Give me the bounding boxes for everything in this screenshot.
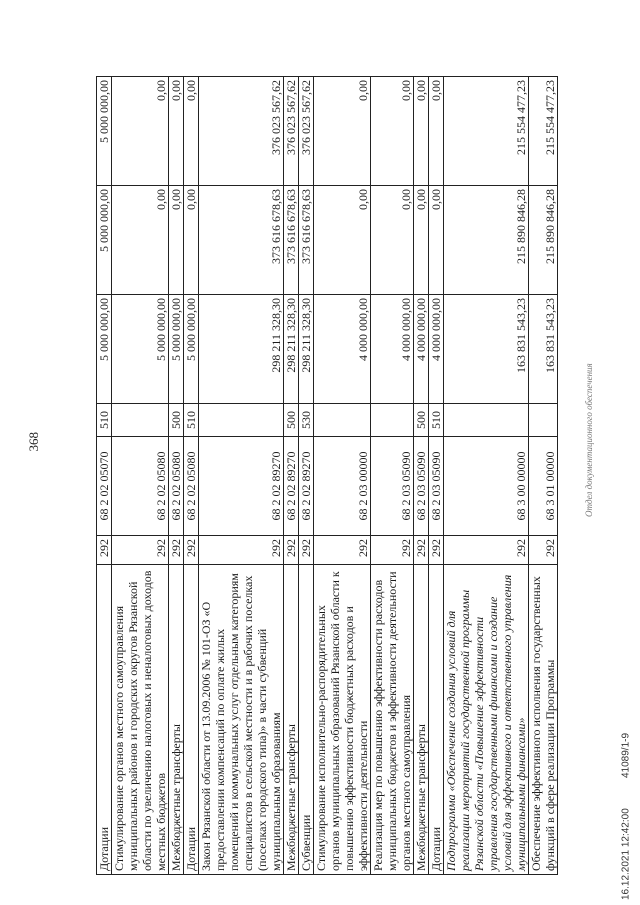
page-number: 368 [26, 432, 41, 452]
table-row [184, 77, 199, 875]
code-cell: 292 [314, 536, 371, 565]
footer-timestamp: 16.12.2021 12:42:00 [620, 808, 632, 900]
amount-2023-cell: 0,00 [112, 186, 169, 295]
kvr-cell [199, 404, 284, 437]
code-cell: 292 [444, 536, 529, 565]
table-row [371, 77, 414, 875]
amount-2024-cell: 0,00 [429, 77, 444, 186]
kvr-cell [112, 404, 169, 437]
amount-2022-cell: 5 000 000,00 [169, 295, 184, 404]
kcsr-cell: 68 2 02 89270 [199, 437, 284, 536]
amount-2022-cell: 4 000 000,00 [371, 295, 414, 404]
amount-2024-cell: 5 000 000,00 [97, 77, 112, 186]
amount-2023-cell: 0,00 [414, 186, 429, 295]
department-stamp: Отдел документационного обеспечения [584, 363, 594, 517]
kcsr-cell: 68 2 02 05080 [184, 437, 199, 536]
table-row [429, 77, 444, 875]
name-cell: Дотации [184, 565, 199, 875]
amount-2022-cell: 298 211 328,30 [284, 295, 299, 404]
amount-2024-cell: 0,00 [184, 77, 199, 186]
name-cell: Обеспечение эффективного исполнения государственных функций в сфере реализации Программы [529, 565, 558, 875]
amount-2022-cell: 163 831 543,23 [529, 295, 558, 404]
amount-2024-cell: 376 023 567,62 [199, 77, 284, 186]
amount-2024-cell: 0,00 [371, 77, 414, 186]
amount-2024-cell: 0,00 [314, 77, 371, 186]
table-row [529, 77, 558, 875]
table-row [314, 77, 371, 875]
code-cell: 292 [199, 536, 284, 565]
name-cell: Межбюджетные трансферты [169, 565, 184, 875]
kvr-cell: 500 [169, 404, 184, 437]
amount-2022-cell: 4 000 000,00 [414, 295, 429, 404]
kcsr-cell: 68 2 03 00000 [314, 437, 371, 536]
code-cell: 292 [414, 536, 429, 565]
budget-table [96, 76, 558, 875]
table-row [97, 77, 112, 875]
table-row [284, 77, 299, 875]
amount-2023-cell: 0,00 [429, 186, 444, 295]
kcsr-cell: 68 2 03 05090 [414, 437, 429, 536]
table-row [299, 77, 314, 875]
amount-2022-cell: 298 211 328,30 [199, 295, 284, 404]
code-cell: 292 [112, 536, 169, 565]
amount-2023-cell: 215 890 846,28 [529, 186, 558, 295]
code-cell: 292 [371, 536, 414, 565]
amount-2023-cell: 373 616 678,63 [299, 186, 314, 295]
amount-2024-cell: 215 554 477,23 [444, 77, 529, 186]
amount-2024-cell: 0,00 [414, 77, 429, 186]
kvr-cell: 530 [299, 404, 314, 437]
code-cell: 292 [284, 536, 299, 565]
kvr-cell [529, 404, 558, 437]
amount-2023-cell: 0,00 [314, 186, 371, 295]
table-row [169, 77, 184, 875]
kvr-cell: 500 [284, 404, 299, 437]
amount-2022-cell: 163 831 543,23 [444, 295, 529, 404]
name-cell: Подпрограмма «Обеспечение создания условий для реализации мероприятий государственной программы Рязанской области «Повышение эффективности управления государственными финансами и создание условий для эффективного и ответственного управления муниципальными финансами» [444, 565, 529, 875]
kvr-cell [314, 404, 371, 437]
amount-2023-cell: 215 890 846,28 [444, 186, 529, 295]
name-cell: Стимулирование исполнительно-распорядительных органов муниципальных образований Рязанской области к повышению эффективности бюджетных расходов и эффективности деятельности [314, 565, 371, 875]
kvr-cell: 510 [184, 404, 199, 437]
kvr-cell [444, 404, 529, 437]
amount-2023-cell: 373 616 678,63 [284, 186, 299, 295]
amount-2023-cell: 0,00 [371, 186, 414, 295]
amount-2022-cell: 5 000 000,00 [112, 295, 169, 404]
name-cell: Реализация мер по повышению эффективности расходов муниципальных бюджетов и эффективности деятельности органов местного самоуправления [371, 565, 414, 875]
name-cell: Закон Рязанской области от 13.09.2006 № 101-ОЗ «О предоставлении компенсаций по оплате жилых помещений и коммунальных услуг отдельным категориям специалистов в сельской местности и в рабочих поселках (поселках городского типа)» в части субвенций муниципальным образованиям [199, 565, 284, 875]
amount-2022-cell: 5 000 000,00 [184, 295, 199, 404]
name-cell: Субвенции [299, 565, 314, 875]
kcsr-cell: 68 2 02 05070 [97, 437, 112, 536]
name-cell: Межбюджетные трансферты [414, 565, 429, 875]
amount-2022-cell: 298 211 328,30 [299, 295, 314, 404]
name-cell: Дотации [97, 565, 112, 875]
code-cell: 292 [184, 536, 199, 565]
kvr-cell [371, 404, 414, 437]
amount-2024-cell: 0,00 [112, 77, 169, 186]
table-row [112, 77, 169, 875]
amount-2024-cell: 376 023 567,62 [284, 77, 299, 186]
kcsr-cell: 68 2 02 89270 [284, 437, 299, 536]
amount-2023-cell: 373 616 678,63 [199, 186, 284, 295]
code-cell: 292 [169, 536, 184, 565]
name-cell: Межбюджетные трансферты [284, 565, 299, 875]
kvr-cell: 510 [97, 404, 112, 437]
kcsr-cell: 68 2 02 89270 [299, 437, 314, 536]
amount-2023-cell: 0,00 [184, 186, 199, 295]
kcsr-cell: 68 2 03 05090 [371, 437, 414, 536]
amount-2022-cell: 4 000 000,00 [314, 295, 371, 404]
amount-2024-cell: 0,00 [169, 77, 184, 186]
amount-2024-cell: 376 023 567,62 [299, 77, 314, 186]
amount-2022-cell: 4 000 000,00 [429, 295, 444, 404]
amount-2022-cell: 5 000 000,00 [97, 295, 112, 404]
amount-2023-cell: 0,00 [169, 186, 184, 295]
code-cell: 292 [299, 536, 314, 565]
document-footer [616, 60, 636, 900]
code-cell: 292 [529, 536, 558, 565]
table-row [199, 77, 284, 875]
amount-2024-cell: 215 554 477,23 [529, 77, 558, 186]
kcsr-cell: 68 3 01 00000 [529, 437, 558, 536]
code-cell: 292 [97, 536, 112, 565]
name-cell: Дотации [429, 565, 444, 875]
name-cell: Стимулирование органов местного самоуправления муниципальных районов и городских округов Рязанской области по увеличению налоговых и неналоговых доходов местных бюджетов [112, 565, 169, 875]
kcsr-cell: 68 3 00 00000 [444, 437, 529, 536]
kcsr-cell: 68 2 02 05080 [169, 437, 184, 536]
kvr-cell: 500 [414, 404, 429, 437]
kcsr-cell: 68 2 02 05080 [112, 437, 169, 536]
table-row [414, 77, 429, 875]
table-row [444, 77, 529, 875]
kcsr-cell: 68 2 03 05090 [429, 437, 444, 536]
code-cell: 292 [429, 536, 444, 565]
amount-2023-cell: 5 000 000,00 [97, 186, 112, 295]
kvr-cell: 510 [429, 404, 444, 437]
footer-doc-id: 41089/1-9 [620, 733, 632, 779]
